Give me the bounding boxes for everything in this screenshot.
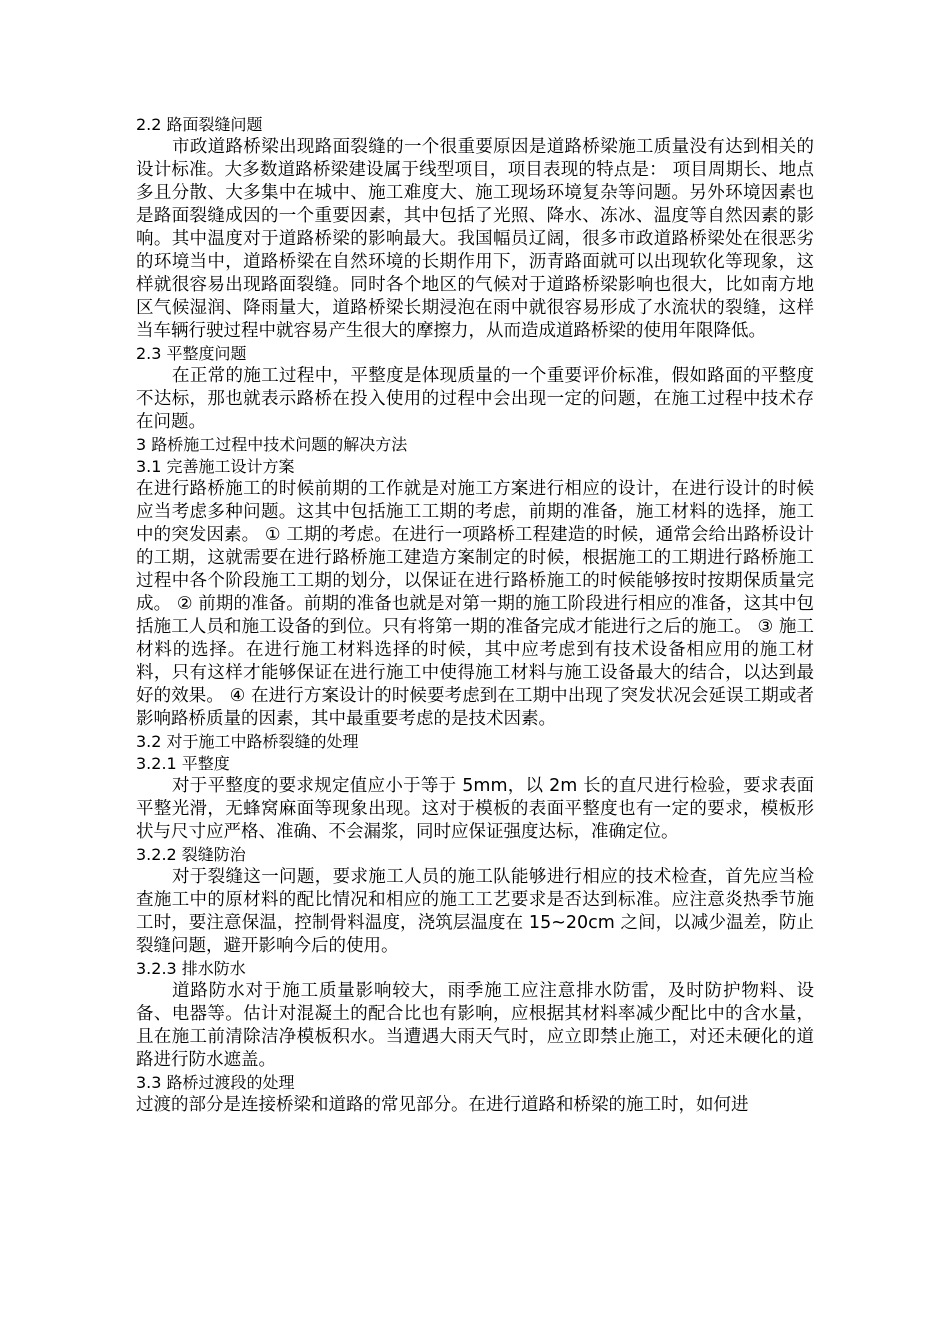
heading-3: 3 路桥施工过程中技术问题的解决方法 bbox=[136, 435, 408, 454]
paragraph-crack-causes: 市政道路桥梁出现路面裂缝的一个很重要原因是道路桥梁施工质量没有达到相关的设计标准。大多数道路桥梁建设属于线型项目，项目表现的特点是： 项目周期长、地点多且分散、大多集中在城中、施工难度大、施工现场环境复杂等问题。另外环境因素也是路面裂缝成因的一个重要因素，其中包括了光照、降水、冻冰、温度等自然因素的影响。其中温度对于道路桥梁的影响最大。我国幅员辽阔，很多市政道路桥梁处在很恶劣的环境当中，道路桥梁在自然环境的长期作用下，沥青路面就可以出现软化等现象，这样就很容易出现路面裂缝。同时各个地区的气候对于道路桥梁影响也很大，比如南方地区气候湿润、降雨量大，道路桥梁长期浸泡在雨中就很容易形成了水流状的裂缝，这样当车辆行驶过程中就容易产生很大的摩擦力，从而造成道路桥梁的使用年限降低。 bbox=[136, 137, 814, 341]
heading-3-3: 3.3 路桥过渡段的处理 bbox=[136, 1073, 295, 1092]
heading-3-1: 3.1 完善施工设计方案 bbox=[136, 457, 295, 476]
paragraph-flatness-requirement: 对于平整度的要求规定值应小于等于 5mm，以 2m 长的直尺进行检验，要求表面平整光滑，无蜂窝麻面等现象出现。这对于模板的表面平整度也有一定的要求，模板形状与尺寸应严格、准确、不会漏浆，同时应保证强度达标，准确定位。 bbox=[136, 776, 814, 842]
paragraph-transition: 过渡的部分是连接桥梁和道路的常见部分。在进行道路和桥梁的施工时，如何进 bbox=[136, 1095, 749, 1115]
paragraph-crack-prevention: 对于裂缝这一问题，要求施工人员的施工队能够进行相应的技术检查，首先应当检查施工中的原材料的配比情况和相应的施工工艺要求是否达到标准。应注意炎热季节施工时，要注意保温，控制骨料温度，浇筑层温度在 15~20cm 之间，以减少温差，防止裂缝问题，避开影响今后的使用。 bbox=[136, 867, 814, 956]
heading-3-2: 3.2 对于施工中路桥裂缝的处理 bbox=[136, 732, 359, 751]
paragraph-design-plan: 在进行路桥施工的时候前期的工作就是对施工方案进行相应的设计，在进行设计的时候应当考虑多种问题。这其中包括施工工期的考虑，前期的准备，施工材料的选择，施工中的突发因素。 ① 工期的考虑。在进行一项路桥工程建造的时候，通常会给出路桥设计的工期，这就需要在进行路桥施工建造方案制定的时候，根据施工的工期进行路桥施工过程中各个阶段施工工期的划分，以保证在进行路桥施工的时候能够按时按期保质量完成。 ② 前期的准备。前期的准备也就是对第一期的施工阶段进行相应的准备，这其中包括施工人员和施工设备的到位。只有将第一期的准备完成才能进行之后的施工。 ③ 施工材料的选择。在进行施工材料选择的时候，其中应考虑到有技术设备相应用的施工材料，只有这样才能够保证在进行施工中使得施工材料与施工设备最大的结合，以达到最好的效果。 ④ 在进行方案设计的时候要考虑到在工期中出现了突发状况会延误工期或者影响路桥质量的因素，其中最重要考虑的是技术因素。 bbox=[136, 479, 814, 729]
paragraph-drainage: 道路防水对于施工质量影响较大，雨季施工应注意排水防雷，及时防护物料、设备、电器等。估计对混凝土的配合比也有影响，应根据其材料率减少配比中的含水量，且在施工前清除洁净模板积水。当遭遇大雨天气时，应立即禁止施工，对还未硬化的道路进行防水遮盖。 bbox=[136, 981, 814, 1070]
heading-3-2-2: 3.2.2 裂缝防治 bbox=[136, 845, 246, 864]
heading-2-3: 2.3 平整度问题 bbox=[136, 344, 247, 363]
heading-3-2-1: 3.2.1 平整度 bbox=[136, 754, 230, 773]
document-page bbox=[136, 114, 814, 1117]
paragraph-flatness-problem: 在正常的施工过程中，平整度是体现质量的一个重要评价标准，假如路面的平整度不达标，那也就表示路桥在投入使用的过程中会出现一定的问题，在施工过程中技术存在问题。 bbox=[136, 366, 814, 432]
heading-2-2: 2.2 路面裂缝问题 bbox=[136, 115, 263, 134]
heading-3-2-3: 3.2.3 排水防水 bbox=[136, 959, 246, 978]
